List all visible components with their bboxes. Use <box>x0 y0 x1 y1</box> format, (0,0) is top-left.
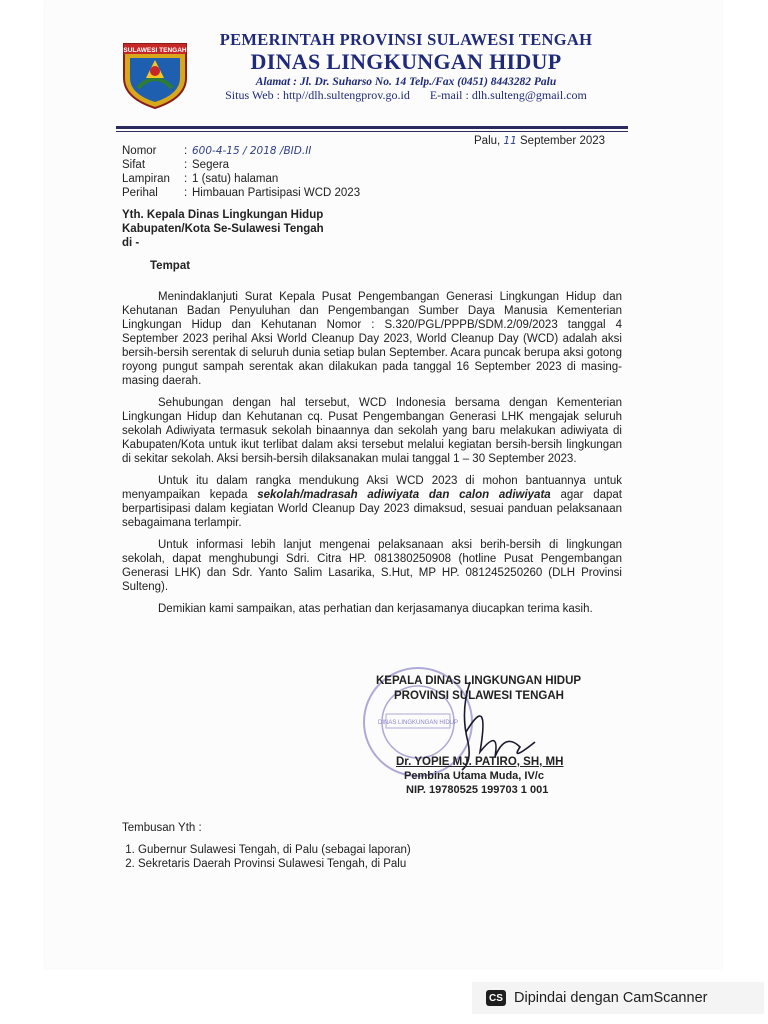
date-place: Palu, <box>474 135 501 147</box>
emphasis-text: sekolah/madrasah adiwiyata dan calon adiwiyata <box>257 489 551 501</box>
colon: : <box>184 145 188 157</box>
colon: : <box>184 187 188 199</box>
recipient-place: Tempat <box>150 260 191 272</box>
lampiran-label: Lampiran <box>122 173 170 185</box>
signatory-title: KEPALA DINAS LINGKUNGAN HIDUP <box>376 675 582 687</box>
signatory-province: PROVINSI SULAWESI TENGAH <box>394 690 564 702</box>
cc-item: 2. Sekretaris Daerah Provinsi Sulawesi Tengah, di Palu <box>138 857 411 871</box>
paragraph <box>122 474 622 530</box>
scanner-watermark <box>472 982 764 1014</box>
colon: : <box>184 173 188 185</box>
agency-email: E-mail : dlh.sulteng@gmail.com <box>429 88 587 102</box>
scanner-label: Dipindai dengan CamScanner <box>514 990 708 1006</box>
agency-contacts <box>196 88 616 103</box>
paragraph: Untuk informasi lebih lanjut mengenai pelaksanaan aksi berih-bersih di lingkungan sekolah, dapat menghubungi Sdri. Citra HP. 081380250908 (hotline Pusat Pengembangan Generasi LHK) dan Sdr. Yanto Salim Lasarika, S.Hut, MP HP. 081245250260 (DLH Provinsi Sulteng). <box>122 539 622 593</box>
logo-caption: SULAWESI TENGAH <box>123 47 187 54</box>
colon: : <box>184 159 188 171</box>
letterhead-rule <box>116 126 628 129</box>
carbon-copy <box>122 821 411 871</box>
date-month-year: September 2023 <box>520 135 606 147</box>
paragraph: Menindaklanjuti Surat Kepala Pusat Pengembangan Generasi Lingkungan Hidup dan Kehutanan Badan Penyuluhan dan Pengembangan Sumber Daya Manusia Kementerian Lingkungan Hidup dan Kehutanan Nomor : S.320/PGL/PPPB/SDM.2/09/2023 tanggal 4 September 2023 perihal Aksi World Cleanup Day 2023, World Cleanup Day (WCD) adalah aksi bersih-bersih serentak di seluruh dunia setiap bulan September. Acara puncak berupa aksi gotong royong pungut sampah serentak akan dilakukan pada tanggal 16 September 2023 di masing-masing daerah. <box>122 291 622 387</box>
letterhead-rule-thin <box>116 131 628 132</box>
date-day: 11 <box>503 135 517 147</box>
camscanner-icon: CS <box>486 990 506 1006</box>
letter-body <box>122 290 622 624</box>
letterhead <box>196 26 616 103</box>
agency-website: Situs Web : http//dlh.sultengprov.go.id <box>225 88 410 102</box>
perihal-value: Himbauan Partisipasi WCD 2023 <box>192 187 361 199</box>
cc-item: 1. Gubernur Sulawesi Tengah, di Palu (sebagai laporan) <box>138 843 411 857</box>
agency-name: DINAS LINGKUNGAN HIDUP <box>250 49 562 74</box>
sifat-label: Sifat <box>122 159 146 171</box>
sifat-value: Segera <box>192 159 230 171</box>
lampiran-value: 1 (satu) halaman <box>192 173 279 185</box>
government-name: PEMERINTAH PROVINSI SULAWESI TENGAH <box>219 30 593 49</box>
letter-date <box>474 134 605 148</box>
province-logo <box>120 38 190 110</box>
letter-meta <box>122 144 360 200</box>
paragraph: Sehubungan dengan hal tersebut, WCD Indonesia bersama dengan Kementerian Lingkungan Hidup dan Kehutanan cq. Pusat Pengembangan Generasi LHK mengajak seluruh sekolah Adiwiyata termasuk sekolah binaannya dan sekolah yang baru melakukan adiwiyata di Kabupaten/Kota untuk ikut terlibat dalam aksi tersebut melalui kegiatan bersih-bersih lingkungan di sekitar sekolah. Aksi bersih-bersih dilaksanakan mulai tanggal 1 – 30 September 2023. <box>122 397 622 465</box>
nomor-value: 600-4-15 / 2018 /BID.II <box>192 145 312 157</box>
signatory-nip: NIP. 19780525 199703 1 001 <box>406 784 549 796</box>
signatory-name: Dr. YOPIE MJ. PATIRO, SH, MH <box>396 756 564 768</box>
paragraph-text: Untuk itu dalam rangka mendukung Aksi WCD 2023 di mohon bantuannya untuk menyampaikan kepada <box>122 475 622 501</box>
stamp-text: DINAS LINGKUNGAN HIDUP <box>377 720 459 726</box>
recipient-line: Yth. Kepala Dinas Lingkungan Hidup <box>122 209 324 221</box>
paragraph-text: agar dapat berpartisipasi dalam kegiatan World Cleanup Day 2023 dimaksud, sesuai panduan pelaksanaan sebagaimana terlampir. <box>122 489 623 529</box>
cc-list <box>122 843 411 871</box>
recipient-line: di - <box>122 237 140 249</box>
signature-block <box>352 660 632 810</box>
cc-title: Tembusan Yth : <box>122 822 202 834</box>
signatory-rank: Pembina Utama Muda, IV/c <box>404 770 544 782</box>
nomor-label: Nomor <box>122 145 157 157</box>
perihal-label: Perihal <box>122 187 158 199</box>
closing-paragraph: Demikian kami sampaikan, atas perhatian dan kerjasamanya diucapkan terima kasih. <box>158 603 593 615</box>
recipient-line: Kabupaten/Kota Se-Sulawesi Tengah <box>122 223 324 235</box>
recipient-address <box>122 208 324 250</box>
agency-address: Alamat : Jl. Dr. Suharso No. 14 Telp./Fax (0451) 8443282 Palu <box>255 76 557 88</box>
